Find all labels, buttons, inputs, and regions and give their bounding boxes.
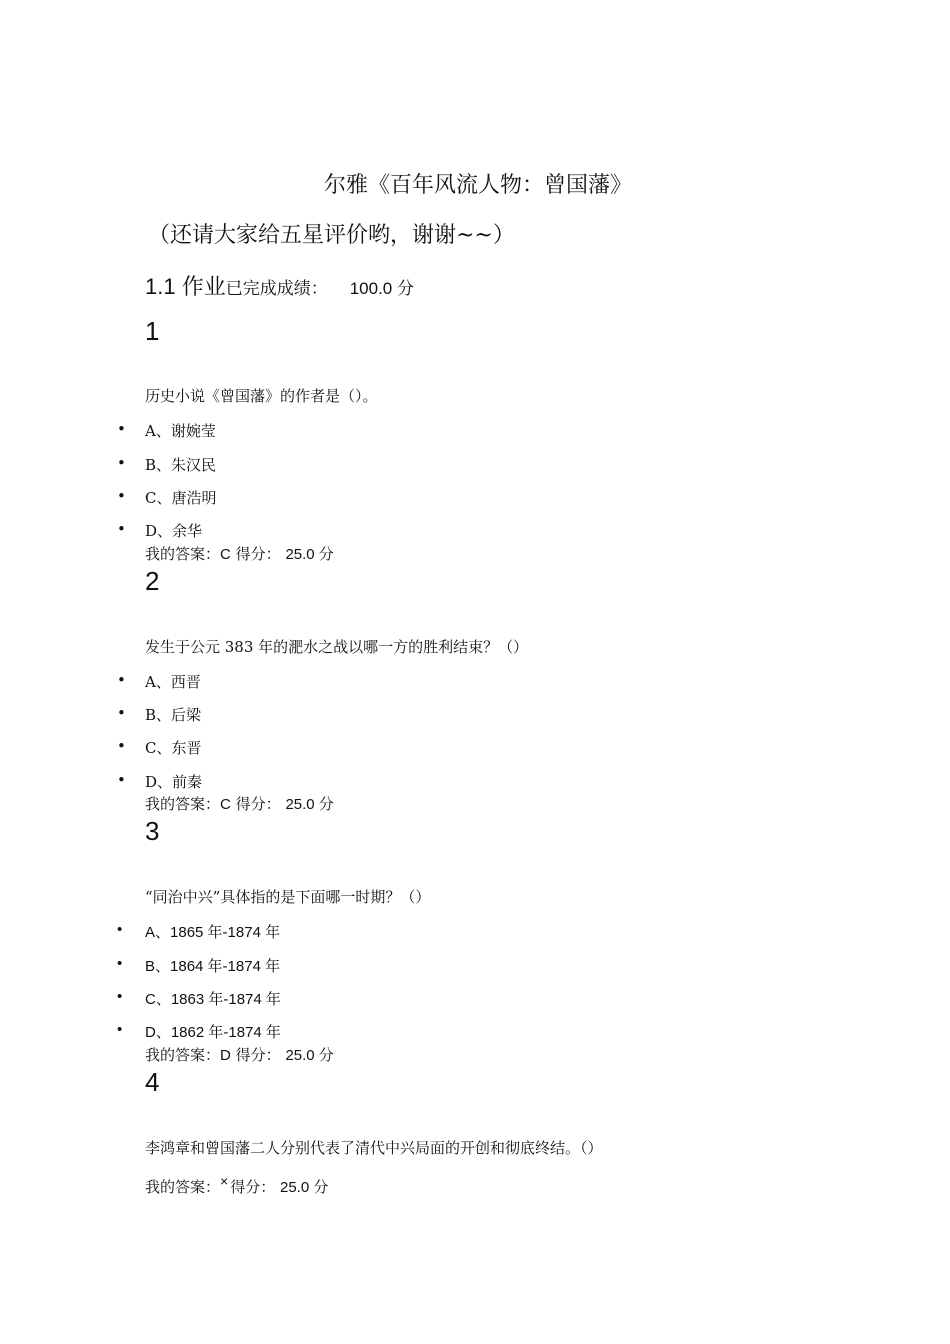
option-label: C、唐浩明 [145, 489, 217, 507]
answer-label: 我的答案： [145, 1178, 221, 1196]
bullet-icon: • [117, 420, 126, 438]
score-value: 25.0 分 [285, 546, 334, 563]
document-subtitle: （还请大家给五星评价哟，谢谢~~） [148, 223, 515, 248]
answer-option [117, 704, 202, 725]
section-score: 100.0 分 [349, 279, 414, 298]
bullet-icon: • [117, 988, 123, 1005]
question-number: 2 [145, 566, 160, 596]
answer-option [117, 671, 201, 692]
option-label: A、1865 年-1874 年 [145, 924, 281, 941]
question-text: 历史小说《曾国藩》的作者是（）。 [145, 387, 378, 405]
answer-value: C [220, 546, 231, 563]
answer-option [117, 771, 203, 792]
score-label: 得分： [235, 1046, 281, 1064]
wrong-mark-icon: × [220, 1173, 229, 1189]
answer-label: 我的答案： [145, 545, 221, 563]
my-answer-line [145, 543, 334, 564]
answer-option [117, 487, 217, 508]
option-label: B、朱汉民 [145, 456, 217, 474]
bullet-icon: • [117, 520, 126, 538]
bullet-icon: • [117, 955, 123, 972]
score-value: 25.0 分 [285, 796, 334, 813]
answer-option [117, 955, 281, 976]
answer-value: C [220, 796, 231, 813]
question-number: 3 [145, 816, 160, 846]
section-header [145, 270, 414, 301]
answer-label: 我的答案： [145, 1046, 221, 1064]
bullet-icon: • [117, 771, 126, 789]
option-label: D、1862 年-1874 年 [145, 1024, 281, 1041]
option-label: D、余华 [145, 522, 203, 540]
section-name: 1.1 作业 [145, 274, 226, 299]
answer-option [117, 454, 217, 475]
option-label: A、谢婉莹 [145, 422, 216, 440]
my-answer-line [145, 1173, 329, 1197]
bullet-icon: • [117, 1021, 123, 1038]
question-number: 4 [145, 1067, 160, 1097]
answer-option [117, 737, 202, 758]
answer-label: 我的答案： [145, 795, 221, 813]
score-value: 25.0 分 [280, 1179, 329, 1196]
section-status: 已完成成绩： [225, 279, 328, 298]
option-label: C、东晋 [145, 739, 202, 757]
score-label: 得分： [235, 795, 281, 813]
bullet-icon: • [117, 737, 126, 755]
answer-option [117, 520, 203, 541]
answer-value: D [220, 1047, 231, 1064]
option-label: A、西晋 [145, 673, 201, 691]
question-number: 1 [145, 316, 160, 346]
answer-option [117, 921, 281, 942]
bullet-icon: • [117, 704, 126, 722]
score-value: 25.0 分 [285, 1047, 334, 1064]
question-text: 李鸿章和曾国藩二人分别代表了清代中兴局面的开创和彻底终结。（） [145, 1139, 603, 1157]
bullet-icon: • [117, 487, 126, 505]
bullet-icon: • [117, 454, 126, 472]
question-text: 发生于公元 383 年的淝水之战以哪一方的胜利结束？（） [145, 638, 529, 656]
option-label: B、1864 年-1874 年 [145, 958, 281, 975]
my-answer-line [145, 793, 334, 814]
answer-option [117, 420, 216, 441]
option-label: C、1863 年-1874 年 [145, 991, 281, 1008]
my-answer-line [145, 1044, 334, 1065]
score-label: 得分： [230, 1178, 276, 1196]
score-label: 得分： [235, 545, 281, 563]
document-title: 尔雅《百年风流人物：曾国藩》 [323, 173, 632, 198]
answer-option [117, 988, 281, 1009]
question-text: “同治中兴”具体指的是下面哪一时期？（） [145, 888, 431, 906]
bullet-icon: • [117, 921, 123, 938]
option-label: B、后梁 [145, 706, 202, 724]
bullet-icon: • [117, 671, 126, 689]
answer-option [117, 1021, 281, 1042]
option-label: D、前秦 [145, 773, 203, 791]
